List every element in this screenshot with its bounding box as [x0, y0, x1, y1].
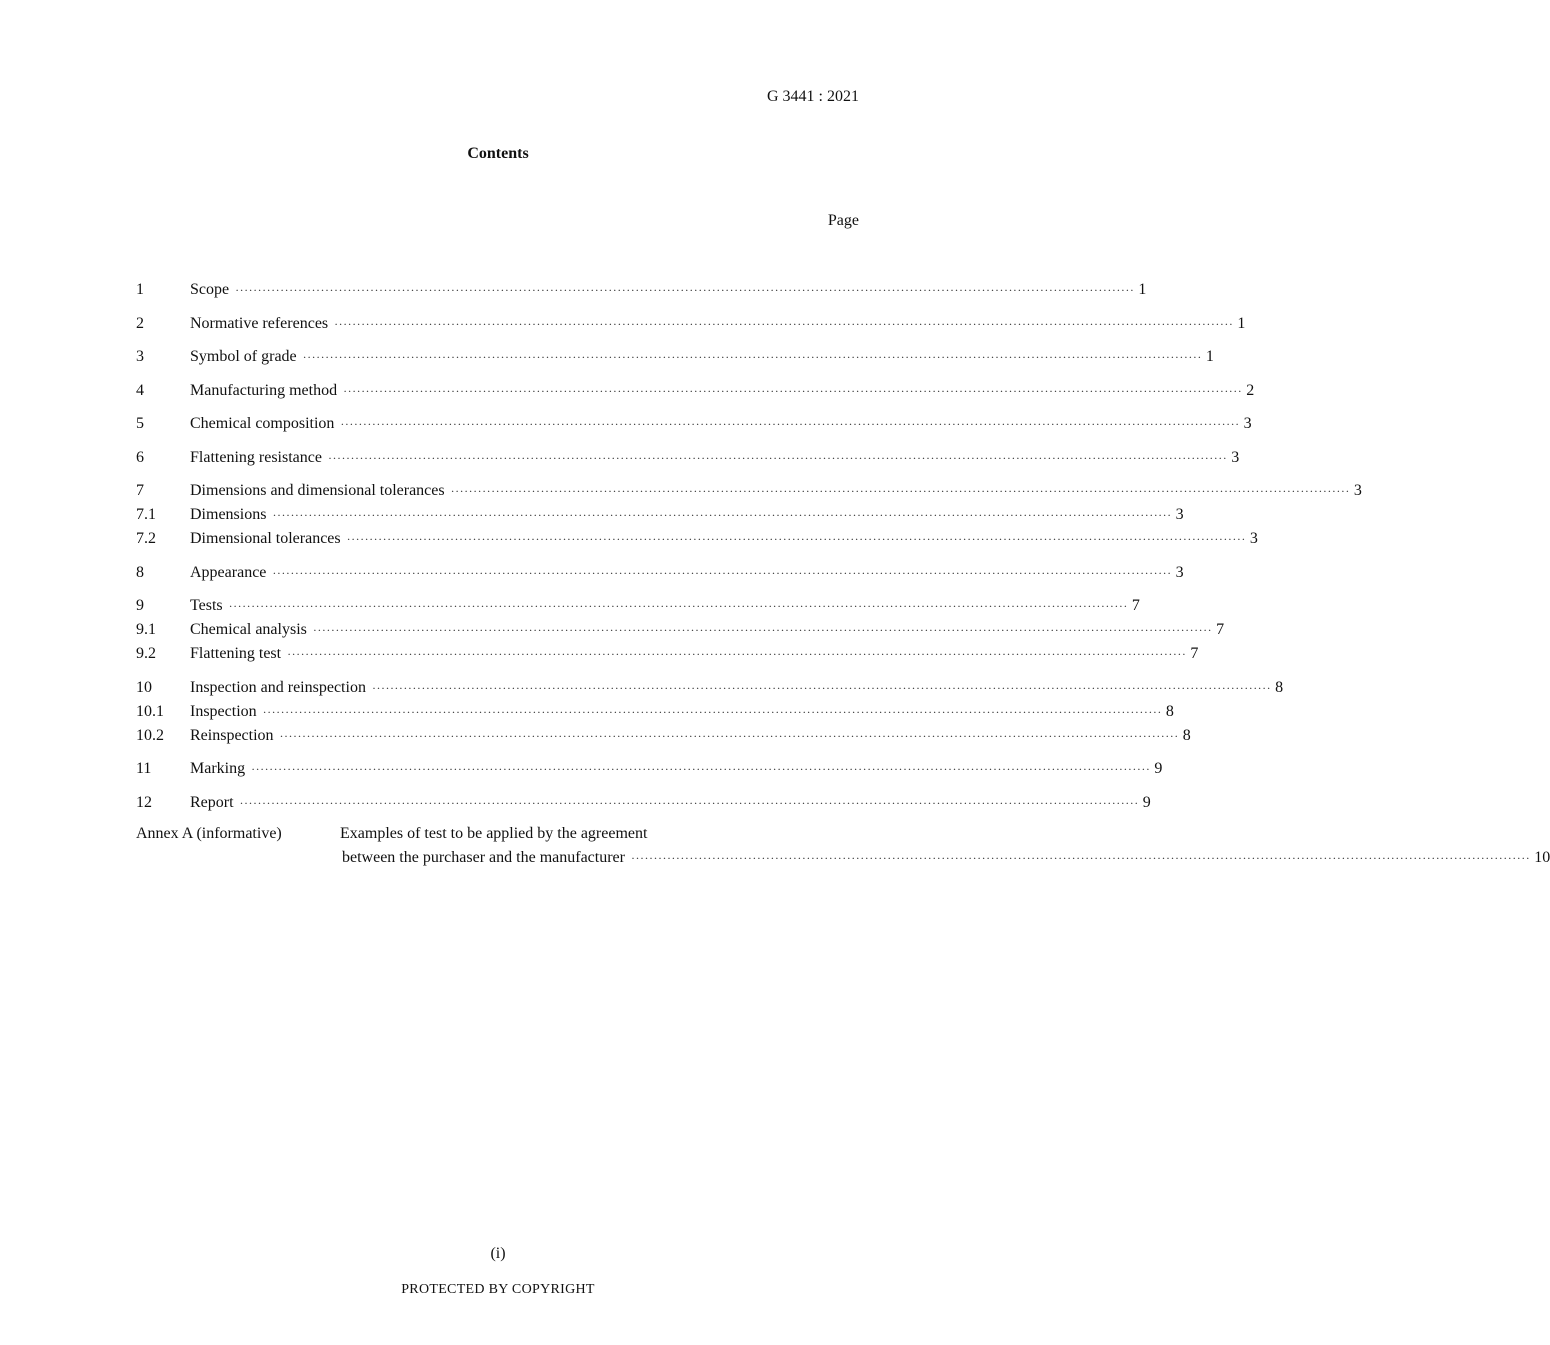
toc-entry[interactable]: [136, 345, 1214, 369]
dot-leader: ········································································································································································································: [371, 680, 1272, 695]
annex-id: Annex A (informative): [136, 825, 282, 842]
toc-page: 1: [1205, 348, 1214, 365]
toc-page: 3: [1175, 563, 1184, 581]
dot-leader: ········································································································································································································: [272, 508, 1172, 522]
toc-number: 9.2: [136, 645, 156, 662]
dot-leader: ········································································································································································································: [346, 532, 1246, 546]
toc-number: 9.1: [136, 621, 156, 638]
toc-entry[interactable]: [136, 527, 1258, 551]
toc-number: 5: [136, 415, 144, 432]
toc-number: 3: [136, 348, 144, 365]
toc-page: 8: [1182, 726, 1191, 744]
dot-leader: ········································································································································································································: [302, 350, 1202, 364]
toc-number: 6: [136, 448, 144, 466]
toc-page: 2: [1246, 381, 1255, 399]
toc-label: Flattening resistance: [190, 448, 322, 466]
dot-leader: ········································································································································································································: [279, 728, 1179, 743]
toc-number: 12: [136, 793, 152, 811]
dot-leader: ········································································································································································································: [262, 704, 1162, 719]
dot-leader: ········································································································································································································: [343, 383, 1243, 398]
toc-page: 9: [1142, 793, 1151, 811]
toc-entry-annex[interactable]: [136, 822, 1550, 870]
toc-number: 10.2: [136, 726, 164, 744]
dot-leader: ········································································································································································································: [251, 762, 1151, 776]
toc-label: Tests: [190, 597, 223, 614]
toc-entry[interactable]: [136, 700, 1174, 724]
toc-label: Inspection: [190, 702, 257, 720]
dot-leader: ········································································································································································································: [327, 450, 1228, 465]
toc-entry[interactable]: [136, 724, 1191, 748]
toc-label: Flattening test: [190, 645, 282, 662]
copyright-notice: PROTECTED BY COPYRIGHT: [401, 1282, 595, 1297]
toc-label: Manufacturing method: [190, 381, 338, 399]
toc-entry[interactable]: [136, 618, 1225, 642]
toc-number: 2: [136, 314, 144, 332]
toc-page: 8: [1275, 678, 1284, 696]
toc-page: 7: [1216, 621, 1225, 638]
toc-page: 1: [1237, 314, 1246, 332]
toc-page: 3: [1231, 448, 1240, 466]
standard-number: G 3441 : 2021: [767, 88, 859, 105]
toc-entry[interactable]: [136, 676, 1284, 700]
toc-entry[interactable]: [136, 757, 1163, 781]
dot-leader: ········································································································································································································: [235, 283, 1135, 297]
annex-title-line2: between the purchaser and the manufacturer: [342, 849, 625, 866]
toc-label: Chemical composition: [190, 415, 335, 432]
toc-entry[interactable]: [136, 312, 1246, 336]
toc-number: 9: [136, 597, 144, 614]
toc-number: 11: [136, 760, 152, 777]
toc-label: Dimensional tolerances: [190, 530, 341, 547]
annex-title-line1: Examples of test to be applied by the agreement: [340, 825, 648, 842]
annex-page: 10: [1534, 849, 1550, 866]
toc-page: 3: [1243, 415, 1252, 432]
dot-leader: ········································································································································································································: [239, 795, 1139, 810]
toc-page: 7: [1190, 645, 1199, 662]
toc-entry[interactable]: [136, 594, 1140, 618]
toc-number: 7.2: [136, 530, 156, 547]
toc-entry[interactable]: [136, 642, 1199, 666]
toc-label: Report: [190, 793, 234, 811]
dot-leader: ········································································································································································································: [312, 623, 1213, 637]
dot-leader: ········································································································································································································: [228, 599, 1128, 613]
page-number: (i): [490, 1245, 506, 1262]
toc-label: Dimensions: [190, 506, 267, 523]
toc-entry[interactable]: [136, 503, 1184, 527]
table-of-contents: [136, 278, 1362, 815]
toc-entry[interactable]: [136, 479, 1362, 503]
toc-page: 1: [1138, 281, 1147, 298]
toc-page: 8: [1165, 702, 1174, 720]
toc-entry[interactable]: [136, 791, 1151, 815]
dot-leader: ········································································································································································································: [340, 417, 1240, 431]
toc-number: 8: [136, 563, 144, 581]
toc-page: 9: [1154, 760, 1163, 777]
page-title: Contents: [467, 145, 529, 162]
toc-number: 10: [136, 678, 152, 696]
toc-label: Symbol of grade: [190, 348, 297, 365]
toc-label: Scope: [190, 281, 230, 298]
toc-entry[interactable]: [136, 379, 1255, 403]
toc-page: 3: [1175, 506, 1184, 523]
dot-leader: ········································································································································································································: [287, 647, 1187, 661]
toc-number: 7.1: [136, 506, 156, 523]
dot-leader: ········································································································································································································: [334, 316, 1234, 331]
toc-number: 7: [136, 482, 144, 499]
page-column-label: Page: [827, 212, 859, 229]
dot-leader: ········································································································································································································: [450, 484, 1350, 498]
toc-label: Marking: [190, 760, 246, 777]
toc-label: Normative references: [190, 314, 329, 332]
toc-label: Reinspection: [190, 726, 274, 744]
dot-leader: ········································································································································································································: [630, 851, 1531, 865]
toc-entry[interactable]: [136, 446, 1240, 470]
toc-label: Inspection and reinspection: [190, 678, 366, 696]
dot-leader: ········································································································································································································: [272, 565, 1172, 580]
toc-number: 4: [136, 381, 144, 399]
toc-entry[interactable]: [136, 412, 1252, 436]
toc-label: Chemical analysis: [190, 621, 307, 638]
toc-entry[interactable]: [136, 561, 1184, 585]
toc-page: 3: [1353, 482, 1362, 499]
toc-label: Dimensions and dimensional tolerances: [190, 482, 445, 499]
toc-entry[interactable]: [136, 278, 1147, 302]
toc-number: 10.1: [136, 702, 164, 720]
toc-page: 3: [1249, 530, 1258, 547]
toc-label: Appearance: [190, 563, 267, 581]
toc-page: 7: [1131, 597, 1140, 614]
toc-number: 1: [136, 281, 144, 298]
